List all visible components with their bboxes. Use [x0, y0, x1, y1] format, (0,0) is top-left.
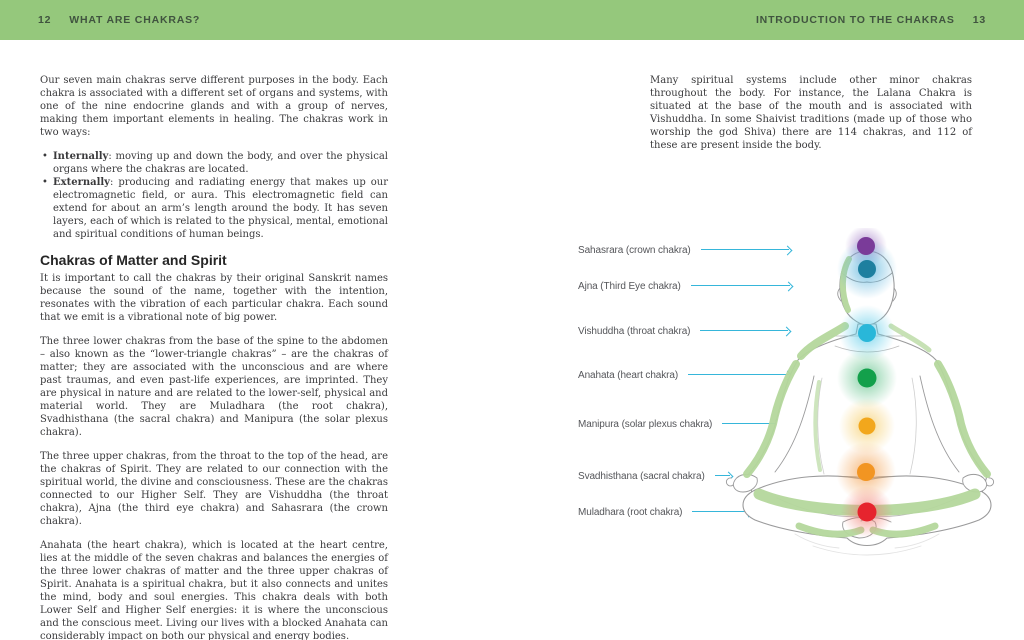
vishuddha-throat-chakra-dot	[858, 324, 876, 342]
manipura-solar-plexus-chakra-dot	[859, 418, 876, 435]
meditating-figure-illustration	[695, 228, 1024, 640]
body-paragraph: The three upper chakras, from the throat to the top of the head, are the chakras of Spirit. They are related to our connection with the spiritual world, the divine and consciousness. These are the chakras connected to our Higher Self. They are Vishuddha (the throat chakra), Ajna (the third eye chakra) and Sahasrara (the crown chakra).	[40, 451, 388, 527]
left-text-column	[40, 74, 388, 640]
ajna-third-eye-chakra-dot	[858, 260, 876, 278]
svadhisthana-sacral-chakra-dot	[857, 463, 875, 481]
bullet-internally: • Internally: moving up and down the body, and over the physical organs where the chakras are located.	[42, 151, 388, 175]
body-paragraph: Anahata (the heart chakra), which is located at the heart centre, lies at the middle of the seven chakras and balances the energies of the three lower chakras of matter and the three upper chakras of Spirit. Anahata is a spiritual chakra, but it also connects and unites the mind, body and soul energies. This chakra deals with both Lower Self and Higher Self energies: it is where the unconscious and the conscious meet. Living our lives with a blocked Anahata can considerably impact on both our physical and energy bodies.	[40, 540, 388, 640]
label-anahata: Anahata (heart chakra)	[578, 369, 679, 381]
bullet-externally: • Externally: producing and radiating energy that makes up our electromagnetic field, or aura. This electromagnetic field can extend for about an arm’s length around the body. It has seven layers, each of which is related to the physical, mental, emotional and spiritual conditions of human beings.	[42, 177, 388, 240]
section-heading: Chakras of Matter and Spirit	[40, 252, 227, 268]
label-ajna: Ajna (Third Eye chakra)	[578, 280, 681, 292]
bullet-icon: •	[42, 177, 48, 188]
right-page-number: 13	[972, 14, 986, 26]
muladhara-root-chakra-dot	[858, 503, 877, 522]
left-page-number: 12	[38, 14, 52, 26]
body-paragraph: It is important to call the chakras by their original Sanskrit names because the sound of the name, together with the intention, resonates with the vibration of each particular chakra. Each sound that we emit is a vibrational note of big power.	[40, 273, 388, 323]
anahata-heart-chakra-dot	[858, 369, 877, 388]
body-paragraph: The three lower chakras from the base of the spine to the abdomen – also known as the “lower-triangle chakras” – are the chakras of matter; they are associated with the unconscious and are where past traumas, and even past-life experiences, are imprinted. They are physical in nature and are related to the lower-self, physical and material world. They are Muladhara (the root chakra), Svadhisthana (the sacral chakra) and Manipura (the solar plexus chakra).	[40, 336, 388, 438]
right-running-title: INTRODUCTION TO THE CHAKRAS	[755, 14, 955, 26]
minor-chakras-paragraph: Many spiritual systems include other minor chakras throughout the body. For instance, the Lalana Chakra is situated at the base of the mouth and is associated with Vishuddha. In some Shaivist traditions (made up of those who worship the god Shiva) there are 114 chakras, and 112 of these are present inside the body.	[650, 75, 972, 151]
label-svadhisthana: Svadhisthana (sacral chakra)	[578, 470, 705, 482]
label-vishuddha: Vishuddha (throat chakra)	[578, 325, 691, 337]
label-sahasrara: Sahasrara (crown chakra)	[578, 244, 691, 256]
intro-paragraph: Our seven main chakras serve different purposes in the body. Each chakra is associated with a different set of organs and systems, with one of the nine endocrine glands and with a group of nerves, making them important elements in healing. The chakras work in two ways:	[40, 75, 388, 138]
label-muladhara: Muladhara (root chakra)	[578, 506, 683, 518]
label-manipura: Manipura (solar plexus chakra)	[578, 418, 713, 430]
two-ways-bullet-list	[40, 150, 388, 241]
sahasrara-crown-chakra-dot	[857, 237, 875, 255]
header-right	[756, 14, 986, 26]
right-text-column	[650, 74, 972, 163]
left-running-title: WHAT ARE CHAKRAS?	[69, 14, 201, 26]
bullet-icon: •	[42, 151, 48, 162]
header-left	[38, 14, 200, 26]
page-header-bar	[0, 0, 1024, 40]
